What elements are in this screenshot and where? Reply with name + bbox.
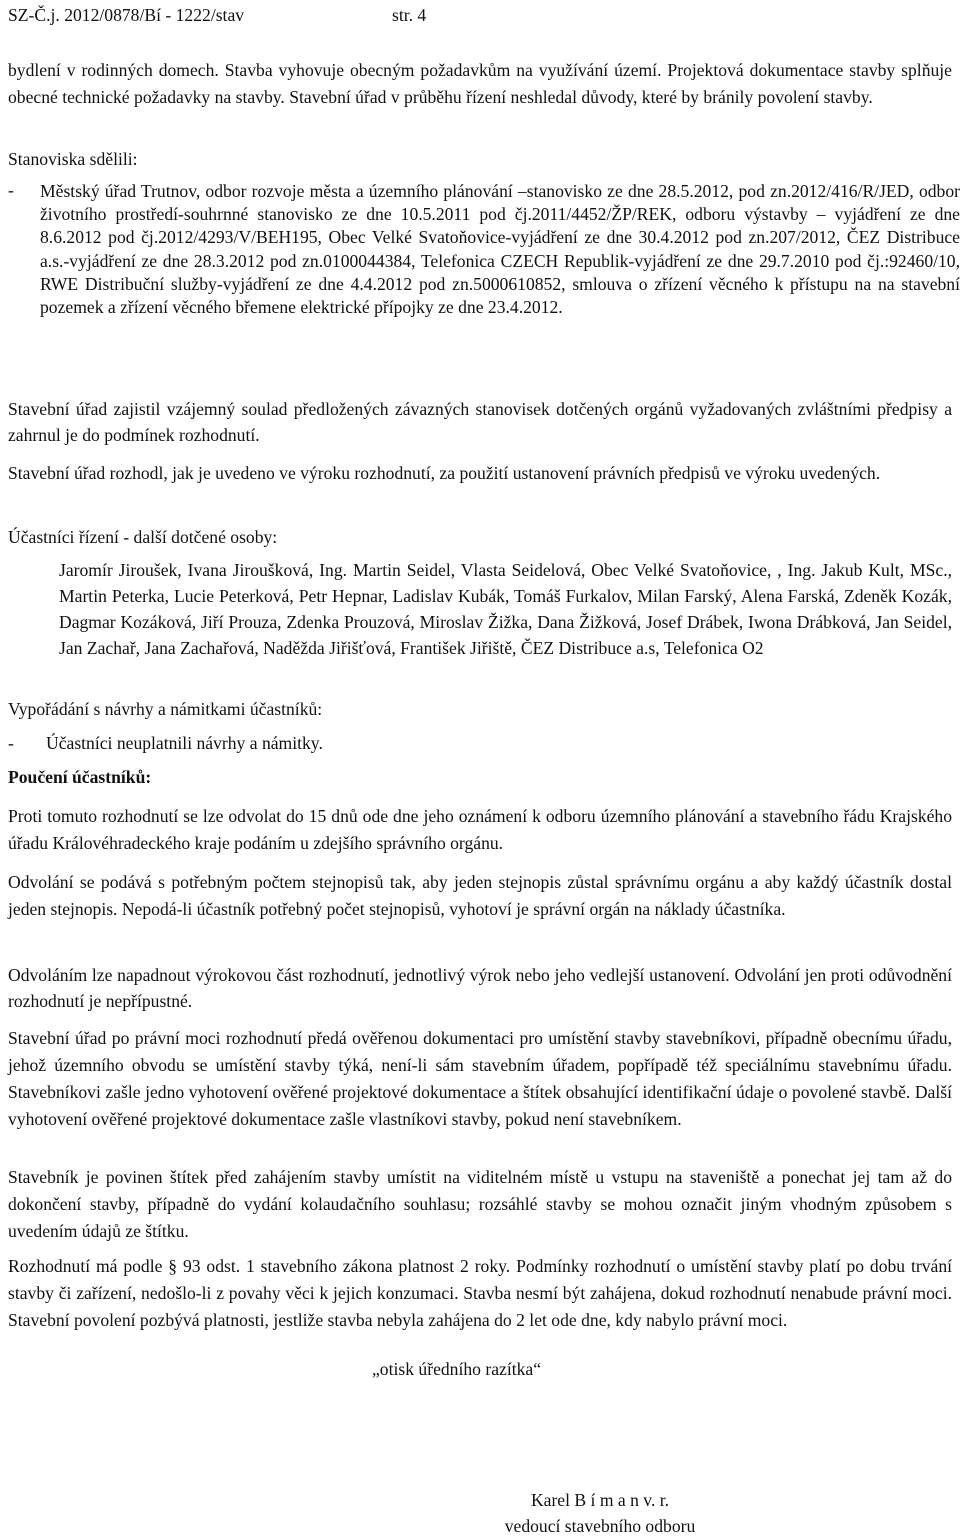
paragraph-platnost: Rozhodnutí má podle § 93 odst. 1 stavebního zákona platnost 2 roky. Podmínky rozhodnutí o umístění stavby platí po dobu trvání stavby či zařízení, nedošlo-li z povahy věci k jejich konzumaci. Stavba nesmí být zahájena, dokud rozhodnutí nenabude právní moci. Stavební povolení pozbývá platnosti, jestliže stavba nebyla zahájena do 2 let ode dne, kdy nabylo právní moci. [8,1256,952,1330]
stanoviska-text: Městský úřad Trutnov, odbor rozvoje města a územního plánování –stanovisko ze dne 28.5.2012, pod zn.2012/416/R/JED, odbor životního prostředí-souhrnné stanovisko ze dne 10.5.2011 pod čj.2011/4452/ŽP/REK, odboru výstavby – vyjádření ze dne 8.6.2012 pod čj.2012/4293/V/BEH195, Obec Velké Svatoňovice-vyjádření ze dne 30.4.2012 pod zn.207/2012, ČEZ Distribuce a.s.-vyjádření ze dne 28.3.2012 pod zn.0100044384, Telefonica CZECH Republik-vyjádření ze dne 29.7.2010 pod čj.:92460/10, RWE Distribuční služby-vyjádření ze dne 4.4.2012 pod zn.5000610852, smlouva o zřízení věcného k přístupu na na stavební pozemek a zřízení věcného břemene elektrické přípojky ze dne 23.4.2012. [40,181,960,318]
paragraph-intro: bydlení v rodinných domech. Stavba vyhovuje obecným požadavkům na využívání území. Projektová dokumentace stavby splňuje obecné technické požadavky na stavby. Stavební úřad v průběhu řízení neshledal důvody, které by bránily povolení stavby. [8,60,952,107]
paragraph-vyrokova-cast: Odvoláním lze napadnout výrokovou část rozhodnutí, jednotlivý výrok nebo jeho vedlejší ustanovení. Odvolání jen proti odůvodnění rozhodnutí je nepřípustné. [8,965,952,1011]
paragraph-stitek: Stavebník je povinen štítek před zahájením stavby umístit na viditelném místě u vstupu na staveniště a ponechat jej tam až do dokončení stavby, případně do vydání kolaudačního souhlasu; rozsáhlé stavby se mohou označit jiným vhodným způsobem s uvedením údajů ze štítku. [8,1167,952,1241]
signature-title: vedoucí stavebního odboru [504,1516,696,1536]
ucastnici-heading: Účastníci řízení - další dotčené osoby: [8,527,278,547]
paragraph-dokumentace: Stavební úřad po právní moci rozhodnutí předá ověřenou dokumentaci pro umístění stavby stavebníkovi, případně obecnímu úřadu, jehož územního obvodu se umístění stavby týká, není-li sám stavebním úřadem, popřípadě též speciálnímu stavebnímu úřadu. Stavebníkovi zašle jedno vyhotovení ověřené projektové dokumentace a štítek obsahující identifikační údaje o povolené stavbě. Další vyhotovení ověřené projektové dokumentace zašle vlastníkovi stavby, pokud není stavebníkem. [8,1028,952,1129]
paragraph-odvolani-lhuta: Proti tomuto rozhodnutí se lze odvolat do 15 dnů ode dne jeho oznámení k odboru územního plánování a stavebního řádu Krajského úřadu Královéhradeckého kraje podáním u zdejšího správního orgánu. [8,806,952,853]
paragraph-rozhodl: Stavební úřad rozhodl, jak je uvedeno ve výroku rozhodnutí, za použití ustanovení právních předpisů ve výroku uvedených. [8,463,881,483]
signature-name: Karel B í m a n v. r. [530,1490,670,1510]
vyporadani-heading: Vypořádání s návrhy a námitkami účastníků: [8,699,323,719]
vyporadani-text: Účastníci neuplatnili návrhy a námitky. [46,733,323,753]
page-header [8,2,952,28]
stanoviska-heading: Stanoviska sdělili: [8,149,138,169]
pouceni-heading: Poučení účastníků: [8,767,152,787]
stamp-placeholder: „otisk úředního razítka“ [372,1359,542,1379]
ucastnici-list: Jaromír Jiroušek, Ivana Jiroušková, Ing. Martin Seidel, Vlasta Seidelová, Obec Velké Svatoňovice, , Ing. Jakub Kult, MSc., Martin Peterka, Lucie Peterková, Petr Hepnar, Ladislav Kubák, Tomáš Furkalov, Milan Farský, Alena Farská, Zdeněk Kozák, Dagmar Kozáková, Jiří Prouza, Zdenka Prouzová, Miroslav Žižka, Dana Žižková, Josef Drábek, Iwona Drábková, Jan Seidel, Jan Zachař, Jana Zachařová, Naděžda Jiřišťová, František Jiřiště, ČEZ Distribuce a.s, Telefonica O2 [59,560,952,658]
paragraph-soulad: Stavební úřad zajistil vzájemný soulad předložených závazných stanovisek dotčených orgánů vyžadovaných zvláštními předpisy a zahrnul je do podmínek rozhodnutí. [8,399,952,445]
reference-number: SZ-Č.j. 2012/0878/Bí - 1222/stav [8,5,245,25]
page-number: str. 4 [392,5,427,25]
paragraph-stejnopisy: Odvolání se podává s potřebným počtem stejnopisů tak, aby jeden stejnopis zůstal správnímu orgánu a aby každý účastník dostal jeden stejnopis. Nepodá-li účastník potřebný počet stejnopisů, vyhotoví je správní orgán na náklady účastníka. [8,872,952,919]
list-dash: - [8,733,14,753]
list-dash: - [8,180,14,200]
